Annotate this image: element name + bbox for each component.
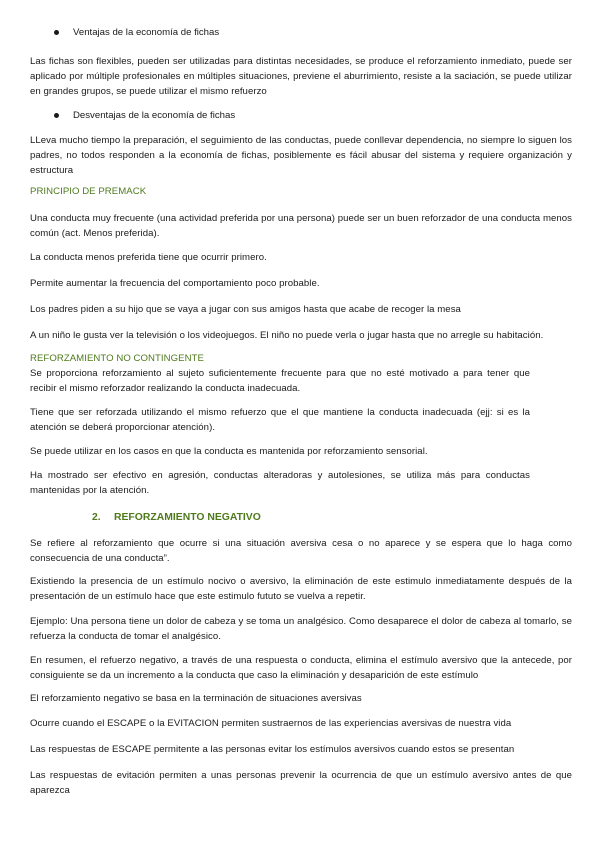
paragraph-neg-6: Ocurre cuando el ESCAPE o la EVITACION permiten sustraernos de las experiencias aversivas de nuestra vida — [30, 718, 512, 729]
section-number: 2. — [92, 512, 101, 523]
paragraph-neg-1: Se refiere al reforzamiento que ocurre si una situación aversiva cesa o no aparece y se espera que lo haga como consecuencia de una conducta”. — [30, 538, 572, 564]
paragraph-desventajas: LLeva mucho tiempo la preparación, el seguimiento de las conductas, puede conllevar dependencia, no siempre lo siguen los padres, no todos responden a la economía de fichas, posiblemente es fácil abusar del sistema y requiere organización y estructura — [30, 135, 572, 176]
paragraph-premack-5: A un niño le gusta ver la televisión o los videojuegos. El niño no puede verla o jugar hasta que no arregle su habitación. — [30, 330, 544, 341]
paragraph-ventajas: Las fichas son flexibles, pueden ser utilizadas para distintas necesidades, se produce el reforzamiento inmediato, puede ser aplicado por múltiple profesionales en múltiples situaciones, previene el aburrimiento, resiste a la saciación, se puede utilizar en grandes grupos, se puede utilizar el mismo refuerzo — [30, 56, 572, 97]
paragraph-neg-5: El reforzamiento negativo se basa en la terminación de situaciones aversivas — [30, 693, 362, 704]
paragraph-nc-1: Se proporciona reforzamiento al sujeto suficientemente frecuente para que no esté motivado a para tener que recibir el mismo reforzador realizando la conducta inadecuada. — [30, 368, 530, 394]
heading-premack: PRINCIPIO DE PREMACK — [30, 186, 147, 197]
paragraph-neg-2: Existiendo la presencia de un estímulo nocivo o aversivo, la eliminación de este estimulo inmediatamente después de la presentación de un estímulo hace que este estimulo fututo se vuelva a repetir. — [30, 576, 572, 602]
paragraph-nc-3: Se puede utilizar en los casos en que la conducta es mantenida por reforzamiento sensorial. — [30, 446, 428, 457]
bullet-label: Ventajas de la economía de fichas — [73, 27, 220, 38]
bullet-item-ventajas — [55, 25, 219, 40]
paragraph-neg-8: Las respuestas de evitación permiten a unas personas prevenir la ocurrencia de que un estímulo aversivo antes de que aparezca — [30, 770, 572, 796]
paragraph-neg-3: Ejemplo: Una persona tiene un dolor de cabeza y se toma un analgésico. Como desaparece el dolor de cabeza al tomarlo, se refuerza la conducta de tomar el analgésico. — [30, 616, 572, 642]
paragraph-premack-2: La conducta menos preferida tiene que ocurrir primero. — [30, 252, 267, 263]
heading-section-2 — [92, 510, 261, 525]
paragraph-premack-1: Una conducta muy frecuente (una actividad preferida por una persona) puede ser un buen reforzador de una conducta menos común (act. Menos preferida). — [30, 213, 572, 239]
bullet-label: Desventajas de la economía de fichas — [73, 110, 236, 121]
bullet-dot-icon — [54, 30, 59, 35]
paragraph-neg-7: Las respuestas de ESCAPE permitente a las personas evitar los estímulos aversivos cuando estos se presentan — [30, 744, 515, 755]
paragraph-nc-4: Ha mostrado ser efectivo en agresión, conductas alteradoras y autolesiones, se utiliza más para conductas mantenidas por la atención. — [30, 470, 530, 496]
heading-no-contingente: REFORZAMIENTO NO CONTINGENTE — [30, 353, 204, 364]
paragraph-premack-4: Los padres piden a su hijo que se vaya a jugar con sus amigos hasta que acabe de recoger la mesa — [30, 304, 461, 315]
paragraph-premack-3: Permite aumentar la frecuencia del comportamiento poco probable. — [30, 278, 320, 289]
bullet-item-desventajas — [55, 108, 235, 123]
bullet-dot-icon — [54, 113, 59, 118]
paragraph-nc-2: Tiene que ser reforzada utilizando el mismo refuerzo que el que mantiene la conducta inadecuada (ejj: si es la atención se deberá proporcionar atención). — [30, 407, 530, 433]
paragraph-neg-4: En resumen, el refuerzo negativo, a través de una respuesta o conducta, elimina el estímulo aversivo que la antecede, por consiguiente se da un incremento a la conducta que caso la eliminación y desaparición de este estímulo — [30, 655, 572, 681]
section-title: REFORZAMIENTO NEGATIVO — [114, 512, 261, 523]
